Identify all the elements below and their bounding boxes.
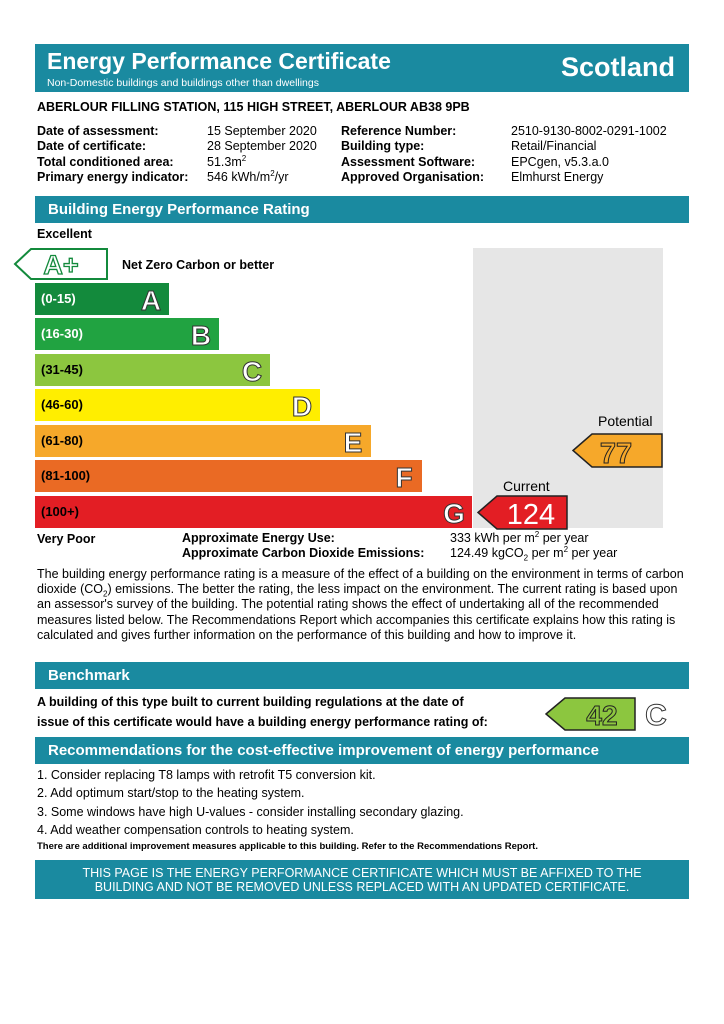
current-label: Current xyxy=(503,478,550,494)
page-title: Energy Performance Certificate xyxy=(47,48,391,74)
benchmark-value: 42 xyxy=(586,700,618,731)
detail-label: Total conditioned area: xyxy=(37,154,174,169)
detail-value: Retail/Financial xyxy=(511,139,597,154)
detail-label: Date of assessment: xyxy=(37,124,159,138)
rating-band-b: (16-30) B xyxy=(35,318,219,350)
recommendation-item: 1. Consider replacing T8 lamps with retrofit T5 conversion kit. xyxy=(37,768,376,782)
benchmark-text-line2: issue of this certificate would have a building energy performance rating of: xyxy=(37,715,488,729)
detail-value: 546 kWh/$m^2/yr$ xyxy=(207,168,289,184)
potential-label: Potential xyxy=(598,413,653,429)
detail-label: Building type: xyxy=(341,139,425,154)
detail-label: Approved Organisation: xyxy=(341,169,485,184)
rating-band-e: (61-80) E xyxy=(35,425,371,457)
property-address: ABERLOUR FILLING STATION, 115 HIGH STREET, ABERLOUR AB38 9PB xyxy=(37,100,470,114)
emissions-value: 124.49 kgCO$_2$ per $m^2$ per year xyxy=(450,545,618,563)
aplus-letter: A+ xyxy=(43,250,79,280)
band-letter: G xyxy=(443,498,465,527)
detail-value: EPCgen, v5.3.a.0 xyxy=(511,154,609,169)
details-right-values xyxy=(511,124,667,185)
aplus-arrow xyxy=(13,248,109,280)
footer-line2: BUILDING AND NOT BE REMOVED UNLESS REPLACED WITH AN UPDATED CERTIFICATE. xyxy=(94,880,630,894)
band-letter: D xyxy=(291,391,313,420)
details-left-values xyxy=(207,124,317,185)
band-letter: C xyxy=(241,356,263,385)
country-label: Scotland xyxy=(560,52,675,82)
certificate-footer xyxy=(35,860,689,899)
detail-value: 2510-9130-8002-0291-1002 xyxy=(511,124,667,138)
energy-use-value: 333 kWh per $m^2$ per year xyxy=(450,529,589,545)
energy-values xyxy=(450,531,617,562)
detail-label: Assessment Software: xyxy=(341,154,476,169)
very-poor-label: Very Poor xyxy=(37,532,96,546)
recommendation-item: 3. Some windows have high U-values - consider installing secondary glazing. xyxy=(37,805,464,819)
benchmark-letter xyxy=(640,697,674,731)
emissions-label: Approximate Carbon Dioxide Emissions: xyxy=(182,546,425,561)
recommendations-note: There are additional improvement measures applicable to this building. Refer to the Recommendations Report. xyxy=(37,841,538,852)
rating-band-a: (0-15) A xyxy=(35,283,169,315)
rating-band-d: (46-60) D xyxy=(35,389,320,421)
detail-label: Date of certificate: xyxy=(37,139,147,154)
benchmark-heading: Benchmark xyxy=(35,662,689,689)
band-letter: E xyxy=(343,427,363,456)
energy-labels xyxy=(182,531,424,562)
rating-section-heading: Building Energy Performance Rating xyxy=(35,196,689,223)
detail-value: 28 September 2020 xyxy=(207,139,317,154)
detail-value: 15 September 2020 xyxy=(207,124,317,138)
detail-value: $51.3m^2$ xyxy=(207,153,247,169)
potential-value: 77 xyxy=(599,438,633,468)
band-letter: B xyxy=(190,320,212,349)
band-letter: A xyxy=(140,285,162,314)
recommendation-item: 2. Add optimum start/stop to the heating system. xyxy=(37,786,305,800)
certificate-header xyxy=(35,44,689,92)
detail-label: Primary energy indicator: xyxy=(37,169,189,184)
recommendations-heading: Recommendations for the cost-effective improvement of energy performance xyxy=(35,737,689,764)
rating-band-c: (31-45) C xyxy=(35,354,270,386)
recommendation-item: 4. Add weather compensation controls to heating system. xyxy=(37,823,354,837)
rating-band-f: (81-100) F xyxy=(35,460,422,492)
detail-value: Elmhurst Energy xyxy=(511,169,604,184)
current-rating-arrow xyxy=(477,495,569,530)
rating-indicator-panel xyxy=(473,248,663,528)
rating-band-g: (100+) G xyxy=(35,496,472,528)
benchmark-rating-arrow xyxy=(545,697,637,731)
footer-line1: THIS PAGE IS THE ENERGY PERFORMANCE CERTIFICATE WHICH MUST BE AFFIXED TO THE xyxy=(82,866,642,880)
details-left-labels xyxy=(37,124,188,185)
band-letter: F xyxy=(395,462,413,491)
aplus-caption: Net Zero Carbon or better xyxy=(122,258,275,272)
rating-explanation: The building energy performance rating is a measure of the effect of a building on the environment in terms of carbon dioxide $(CO_2)$ emissions. The better the rating, the less impact on the environment. The current rating is based upon an assessor's survey of the building. The potential rating shows the effect of undertaking all of the recommended measures listed below. The Recommendations Report which accompanies this certificate explains how this rating is calculated and gives further information on the performance of this building and how to improve it. xyxy=(37,567,684,642)
page-subtitle: Non-Domestic buildings and buildings other than dwellings xyxy=(47,77,319,89)
potential-rating-arrow xyxy=(572,433,664,468)
energy-use-label: Approximate Energy Use: xyxy=(182,531,335,545)
benchmark-text-line1: A building of this type built to current building regulations at the date of xyxy=(37,695,464,709)
details-right-labels xyxy=(341,124,484,185)
excellent-label: Excellent xyxy=(37,227,92,241)
current-value: 124 xyxy=(506,499,556,530)
detail-label: Reference Number: xyxy=(341,124,457,138)
svg-text:C: C xyxy=(645,699,667,731)
